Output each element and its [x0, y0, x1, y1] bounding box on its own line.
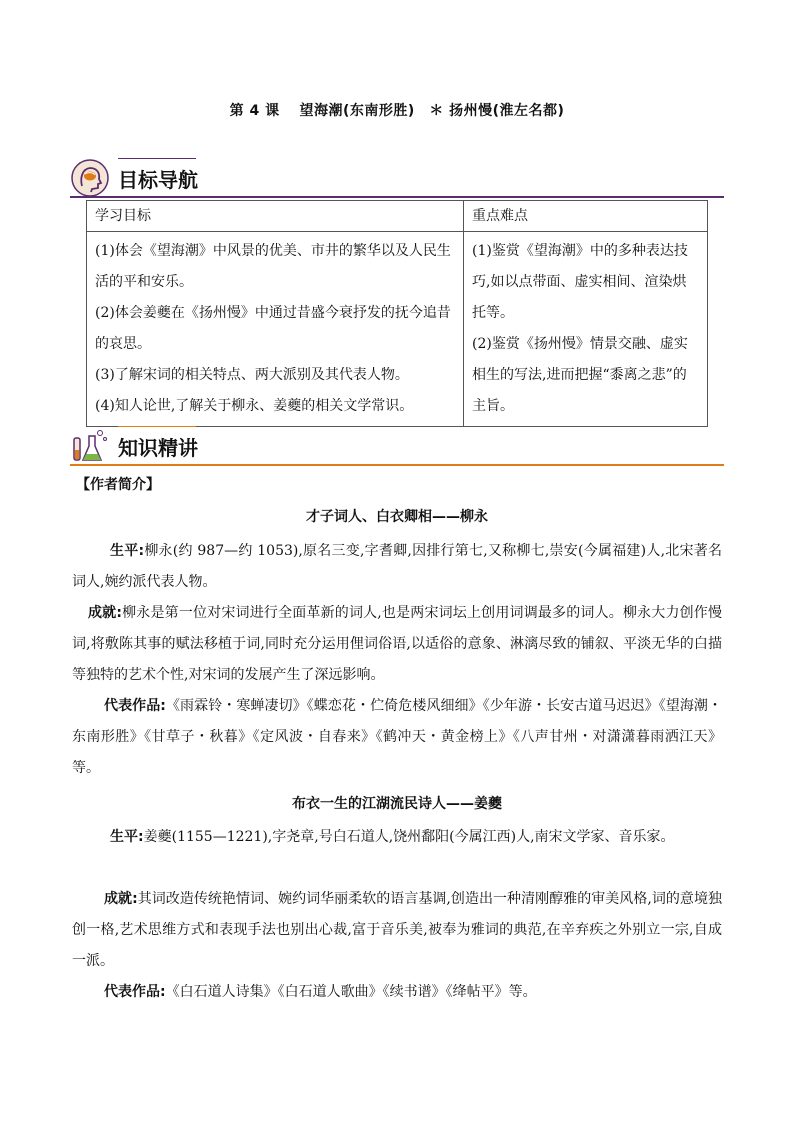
- achievement-label: 成就:: [104, 891, 138, 907]
- focus-col-header: 重点难点: [464, 201, 708, 232]
- goal-item: (4)知人论世,了解关于柳永、姜夔的相关文学常识。: [95, 398, 414, 414]
- works-text: 《白石道人诗集》《白石道人歌曲》《续书谱》《绛帖平》等。: [165, 984, 537, 1000]
- works-label: 代表作品:: [104, 984, 166, 1000]
- liuyong-life: [72, 536, 722, 598]
- goals-table: [86, 200, 708, 427]
- jiangkui-works: [72, 977, 722, 1008]
- life-label: 生平:: [110, 543, 145, 559]
- liuyong-subtitle: 才子词人、白衣卿相——柳永: [306, 509, 488, 525]
- achievement-text: 其词改造传统艳情词、婉约词华丽柔软的语言基调,创造出一种清刚醇雅的审美风格,词的意境独创一格,艺术思维方式和表现手法也别出心裁,富于音乐美,被奉为雅词的典范,在辛弃疾之外别立一宗,自成一派。: [72, 891, 722, 969]
- section-heading-knowledge: 知识精讲: [118, 436, 198, 460]
- section-header-goals: [70, 158, 724, 198]
- goal-item: (3)了解宋词的相关特点、两大派别及其代表人物。: [95, 367, 409, 383]
- life-label: 生平:: [110, 829, 144, 845]
- lab-flask-icon: [70, 426, 110, 466]
- section-header-knowledge: [70, 426, 724, 466]
- jiangkui-subtitle: 布衣一生的江湖流民诗人——姜夔: [292, 796, 502, 812]
- jiangkui-achievement: [72, 884, 722, 977]
- goals-col-header: 学习目标: [87, 201, 464, 232]
- jiangkui-life: [72, 822, 722, 853]
- achievement-label: 成就:: [88, 605, 122, 621]
- liuyong-works: [72, 691, 722, 784]
- liuyong-achievement: [72, 598, 722, 691]
- achievement-text: 柳永是第一位对宋词进行全面革新的词人,也是两宋词坛上创用词调最多的词人。柳永大力创作慢词,将敷陈其事的赋法移植于词,同时充分运用俚词俗语,以适俗的意象、淋漓尽致的铺叙、平淡无华的白描等独特的艺术个性,对宋词的发展产生了深远影响。: [72, 605, 722, 683]
- goal-item: (1)体会《望海潮》中风景的优美、市井的繁华以及人民生活的平和安乐。: [95, 243, 451, 290]
- page-title: 第 4 课 望海潮(东南形胜) ＊ 扬州慢(淮左名都): [229, 103, 565, 119]
- life-text: 柳永(约 987—约 1053),原名三变,字耆卿,因排行第七,又称柳七,崇安(今属福建)人,北宋著名词人,婉约派代表人物。: [72, 543, 722, 590]
- brain-head-icon: [70, 158, 110, 198]
- focus-item: (2)鉴赏《扬州慢》情景交融、虚实相生的写法,进而把握“黍离之悲”的主旨。: [472, 336, 688, 414]
- focus-cell: [464, 232, 708, 427]
- goal-item: (2)体会姜夔在《扬州慢》中通过昔盛今衰抒发的抚今追昔的哀思。: [95, 305, 451, 352]
- author-intro-label: 【作者简介】: [76, 477, 160, 493]
- focus-item: (1)鉴赏《望海潮》中的多种表达技巧,如以点带面、虚实相间、渲染烘托等。: [472, 243, 688, 321]
- works-label: 代表作品:: [104, 698, 166, 714]
- life-text: 姜夔(1155—1221),字尧章,号白石道人,饶州鄱阳(今属江西)人,南宋文学家、音乐家。: [143, 829, 675, 845]
- works-text: 《雨霖铃・寒蝉凄切》《蝶恋花・伫倚危楼风细细》《少年游・长安古道马迟迟》《望海潮・东南形胜》《甘草子・秋暮》《定风波・自春来》《鹤冲天・黄金榜上》《八声甘州・对潇潇暮雨洒江天》等。: [72, 698, 722, 776]
- section-heading-goals: 目标导航: [118, 168, 198, 192]
- goals-cell: [87, 232, 464, 427]
